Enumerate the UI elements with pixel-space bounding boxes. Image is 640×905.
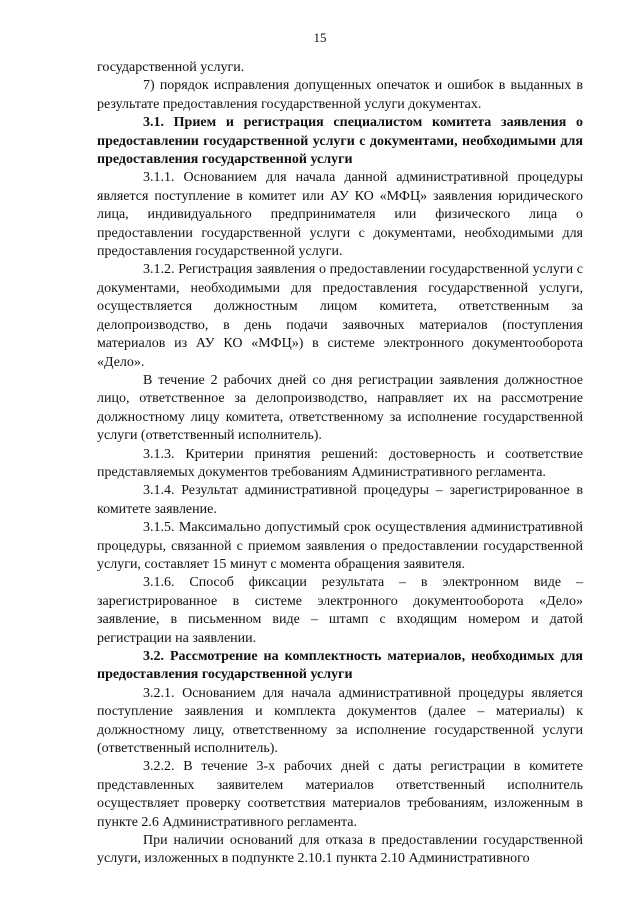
section-heading-3-1: 3.1. Прием и регистрация специалистом комитета заявления о предоставлении государственной услуги с документами, необходимыми для предоставления государственной услуги [97, 115, 583, 168]
paragraph-refusal-grounds: При наличии оснований для отказа в предоставлении государственной услуги, изложенных в подпункте 2.10.1 пункта 2.10 Административного [97, 833, 583, 867]
paragraph-continuation: государственной услуги. [97, 60, 245, 75]
paragraph-3-1-2: 3.1.2. Регистрация заявления о предоставлении государственной услуги с документами, необходимыми для предоставления государственной услуги, осуществляется должностным лицом комитета, ответственным за делопроизводство, в день подачи заявочных материалов (поступления материалов из АУ КО «МФЦ») в системе электронного документооборота «Дело». [97, 262, 583, 370]
paragraph-3-1-3: 3.1.3. Критерии принятия решений: достоверность и соответствие представляемых документов требованиям Административного регламента. [97, 446, 583, 480]
paragraph-3-2-2: 3.2.2. В течение 3-х рабочих дней с даты регистрации в комитете представленных заявителем материалов ответственный исполнитель осуществляет проверку соответствия материалов требованиям, изложенным в пункте 2.6 Административного регламента. [97, 759, 583, 830]
section-heading-3-2: 3.2. Рассмотрение на комплектность материалов, необходимых для предоставления государственной услуги [97, 649, 583, 683]
paragraph-3-1-2-cont: В течение 2 рабочих дней со дня регистрации заявления должностное лицо, ответственное за делопроизводство, направляет их на рассмотрение должностному лицу комитета, ответственному за исполнение государственной услуги (ответственный исполнитель). [97, 372, 583, 444]
paragraph-3-1-6: 3.1.6. Способ фиксации результата – в электронном виде – зарегистрированное в системе электронного документооборота «Дело» заявление, в письменном виде – штамп с входящим номером и датой регистрации на заявлении. [97, 575, 583, 646]
paragraph-3-2-1: 3.2.1. Основанием для начала административной процедуры является поступление заявления и комплекта документов (далее – материалы) к должностному лицу, ответственному за исполнение государственной услуги (ответственный исполнитель). [97, 685, 583, 757]
paragraph-3-1-1: 3.1.1. Основанием для начала данной административной процедуры является поступление в комитет или АУ КО «МФЦ» заявления юридического лица, индивидуального предпринимателя или физического лица о предоставлении государственной услуги с документами, необходимыми для предоставления государственной услуги. [97, 170, 583, 260]
paragraph-3-1-4: 3.1.4. Результат административной процедуры – зарегистрированное в комитете заявление. [97, 483, 583, 517]
paragraph-3-1-5: 3.1.5. Максимально допустимый срок осуществления административной процедуры, связанной с приемом заявления о предоставлении государственной услуги, составляет 15 минут с момента обращения заявителя. [97, 520, 583, 572]
page-number: 15 [313, 30, 327, 45]
paragraph-item-7: 7) порядок исправления допущенных опечаток и ошибок в выданных в результате предоставления государственной услуги документах. [97, 78, 583, 112]
document-body [97, 59, 583, 869]
